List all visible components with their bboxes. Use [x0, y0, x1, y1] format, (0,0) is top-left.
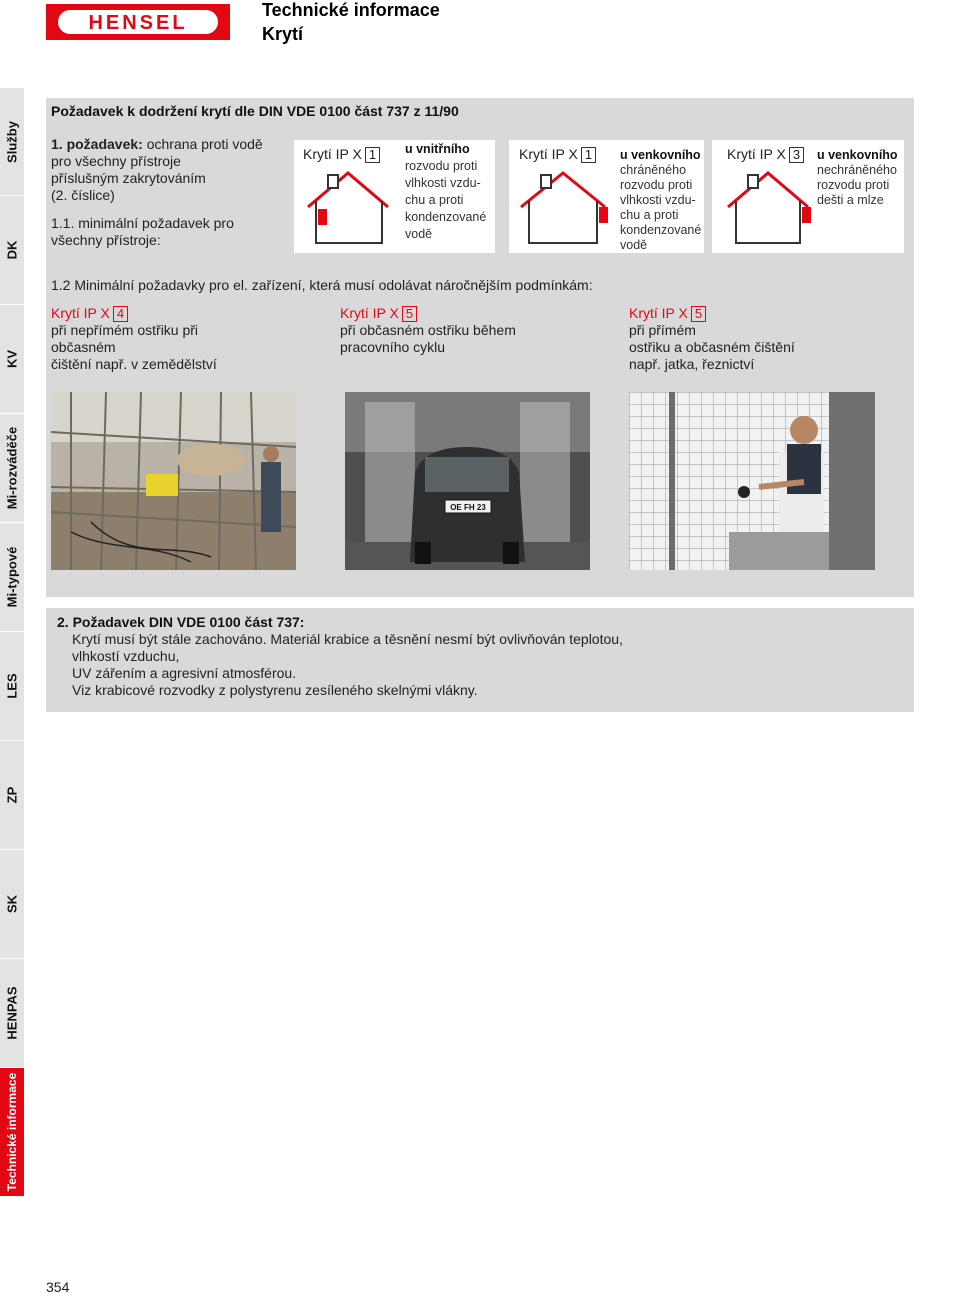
requirement-2-line: vlhkostí vzduchu, [72, 648, 180, 664]
sidebar-tab-sk[interactable] [0, 850, 24, 959]
req11-line: všechny přístroje: [51, 232, 161, 248]
requirement-2-text [57, 614, 623, 699]
requirement-1-1-text [51, 215, 286, 249]
req1-line: příslušným zakrytováním [51, 170, 206, 186]
column-ipx5-direct [629, 305, 899, 373]
house-line: kondenzované [405, 210, 487, 224]
house-line: vlhkosti vzdu- [620, 193, 696, 207]
house-line: vodě [405, 227, 433, 241]
req1-rest: ochrana proti vodě [142, 136, 263, 152]
sidebar-tab-henpas[interactable] [0, 959, 24, 1068]
ip-digit-box: 3 [789, 147, 804, 163]
tab-label: Mi-rozváděče [4, 426, 20, 510]
req11-line: 1.1. minimální požadavek pro [51, 215, 234, 231]
tab-label: Mi-typové [4, 546, 20, 608]
house-bold: u venkovního [620, 148, 701, 162]
sidebar-tab-zp[interactable] [0, 741, 24, 850]
column-ipx4 [51, 305, 321, 373]
req1-line: pro všechny přístroje [51, 153, 181, 169]
ip-label: Krytí IP X [629, 305, 688, 321]
house-card-outdoor-unprotected [712, 140, 904, 253]
column-line: např. jatka, řeznictví [629, 356, 755, 372]
sidebar-tab-les[interactable] [0, 632, 24, 741]
sidebar-tab-mi-typove[interactable] [0, 523, 24, 632]
ip-label: Krytí IP X [519, 146, 578, 162]
house-line: nechráněného [817, 163, 897, 177]
tab-label: LES [4, 673, 20, 699]
section-sidebar [0, 88, 24, 1196]
tab-label: SK [4, 894, 20, 914]
sidebar-tab-mi-rozvadece[interactable] [0, 414, 24, 523]
ip-label: Krytí IP X [303, 146, 362, 162]
house-bold: u vnitřního [405, 142, 470, 156]
column-line: občasném [51, 339, 116, 355]
logo-text: HENSEL [88, 12, 188, 34]
sidebar-tab-dk[interactable] [0, 196, 24, 305]
tab-label: HENPAS [4, 986, 20, 1040]
ip-digit-box: 1 [581, 147, 596, 163]
column-line: pracovního cyklu [340, 339, 446, 355]
requirement-2-line: Krytí musí být stále zachováno. Materiál krabice a těsnění nesmí být ovlivňován teplotou, [72, 631, 623, 647]
requirement-2-line: UV zářením a agresivní atmosférou. [72, 665, 297, 681]
requirement-2-heading: 2. Požadavek DIN VDE 0100 část 737: [57, 614, 305, 630]
hensel-logo [46, 4, 230, 40]
tab-label: KV [4, 349, 20, 369]
column-line: čištění např. v zemědělství [51, 356, 217, 372]
house-line: rozvodu proti [817, 178, 890, 192]
house-card-outdoor-protected [509, 140, 704, 253]
column-line: při občasném ostřiku během [340, 322, 516, 338]
sidebar-tab-kv[interactable] [0, 305, 24, 414]
requirement-1-2-text: 1.2 Minimální požadavky pro el. zařízení, která musí odolávat náročnějším podmínkám: [51, 277, 593, 293]
license-plate-text: OE FH 23 [450, 503, 486, 512]
house-line: kondenzované [620, 223, 702, 237]
house-line: chu a proti [405, 193, 464, 207]
ip-label: Krytí IP X [727, 146, 786, 162]
tab-label: Technické informace [5, 1072, 19, 1192]
house-bold: u venkovního [817, 148, 898, 162]
column-line: při nepřímém ostřiku při [51, 322, 199, 338]
house-card-indoor [294, 140, 495, 253]
house-line: rozvodu proti [405, 159, 478, 173]
tab-label: Služby [4, 120, 20, 163]
house-line: vodě [620, 238, 648, 252]
house-outdoor-unprotected-icon [722, 167, 817, 247]
column-ipx5-work [340, 305, 610, 356]
page-number: 354 [46, 1279, 70, 1295]
tab-label: ZP [4, 786, 20, 804]
ip-label: Krytí IP X [340, 305, 399, 321]
house-line: dešti a mlze [817, 193, 884, 207]
ip-digit-box: 5 [691, 306, 706, 322]
house-line: chu a proti [620, 208, 679, 222]
ip-digit-box: 4 [113, 306, 128, 322]
photo-milking-parlor [51, 392, 296, 570]
panel-heading: Požadavek k dodržení krytí dle DIN VDE 0100 část 737 z 11/90 [51, 103, 459, 119]
req1-line: (2. číslice) [51, 187, 115, 203]
requirement-2-line: Viz krabicové rozvodky z polystyrenu zesíleného skelnými vlákny. [72, 682, 478, 698]
sidebar-tab-technicke-informace[interactable] [0, 1068, 24, 1197]
house-line: chráněného [620, 163, 687, 177]
ip-label: Krytí IP X [51, 305, 110, 321]
ip-digit-box: 5 [402, 306, 417, 322]
column-line: ostřiku a občasném čištění [629, 339, 795, 355]
sidebar-tab-sluzby[interactable] [0, 88, 24, 196]
photo-car-wash [345, 392, 590, 570]
tab-label: DK [4, 240, 20, 260]
house-indoor-icon [302, 167, 397, 247]
page-title: Technické informace [262, 0, 440, 20]
column-line: při přímém [629, 322, 696, 338]
ip-digit-box: 1 [365, 147, 380, 163]
page-subtitle: Krytí [262, 24, 304, 44]
house-line: vlhkosti vzdu- [405, 176, 481, 190]
house-outdoor-protected-icon [515, 167, 615, 247]
photo-butcher [629, 392, 875, 570]
req1-bold: 1. požadavek: [51, 136, 143, 152]
house-line: rozvodu proti [620, 178, 693, 192]
requirement-1-text [51, 136, 286, 204]
